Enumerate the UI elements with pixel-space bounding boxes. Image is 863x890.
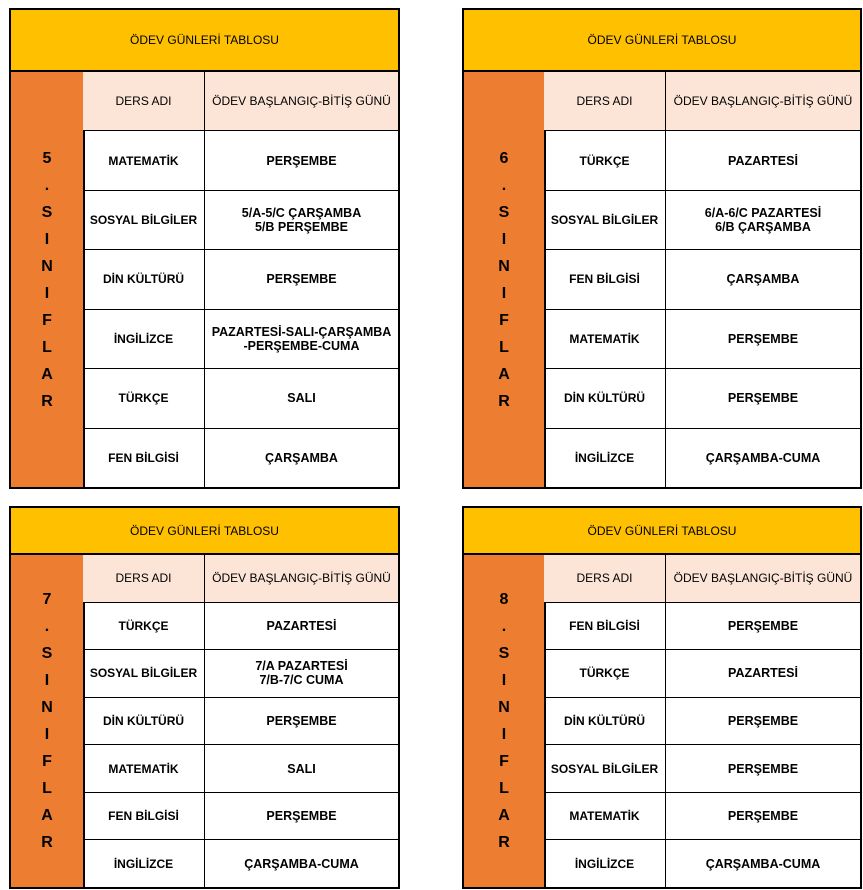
ders-cell: TÜRKÇE	[83, 603, 205, 650]
header-odev-gunu: ÖDEV BAŞLANGIÇ-BİTİŞ GÜNÜ	[673, 94, 853, 109]
table-row	[544, 649, 860, 697]
class-side-label	[11, 555, 85, 887]
table-row	[83, 190, 398, 249]
side-char: .	[501, 176, 507, 194]
ders-cell: MATEMATİK	[83, 131, 205, 189]
gun-cell: ÇARŞAMBA-CUMA	[705, 450, 821, 465]
table-row	[83, 309, 398, 368]
table-row	[544, 249, 860, 308]
gun-cell: PERŞEMBE	[727, 714, 799, 729]
side-char: N	[498, 257, 510, 275]
gun-cell: PERŞEMBE	[727, 618, 799, 633]
ders-cell: DİN KÜLTÜRÜ	[544, 369, 666, 427]
class-side-label	[464, 72, 546, 487]
header-odev-gunu: ÖDEV BAŞLANGIÇ-BİTİŞ GÜNÜ	[673, 571, 853, 586]
gun-cell: PERŞEMBE	[727, 331, 799, 346]
side-char: F	[42, 311, 52, 329]
table-title: ÖDEV GÜNLERİ TABLOSU	[464, 508, 860, 555]
header-odev-gunu: ÖDEV BAŞLANGIÇ-BİTİŞ GÜNÜ	[212, 571, 391, 586]
side-char: N	[498, 699, 510, 716]
side-char: I	[44, 230, 50, 248]
gun-cell: ÇARŞAMBA	[265, 450, 338, 465]
table-title: ÖDEV GÜNLERİ TABLOSU	[11, 10, 398, 72]
table-row	[544, 839, 860, 887]
side-char: 6	[499, 149, 509, 167]
table-grid	[83, 555, 398, 887]
side-char: F	[499, 311, 509, 329]
side-char: .	[501, 618, 507, 635]
header-ders-adi: DERS ADI	[83, 555, 205, 602]
side-char: A	[498, 365, 510, 383]
ders-cell: DİN KÜLTÜRÜ	[544, 698, 666, 745]
header-row	[83, 555, 398, 602]
table-6-sinif	[462, 8, 862, 489]
side-char: S	[498, 203, 510, 221]
gun-cell: ÇARŞAMBA	[726, 272, 800, 287]
table-row	[83, 839, 398, 887]
side-char: I	[44, 284, 50, 302]
side-char: A	[41, 365, 53, 383]
side-char: R	[498, 392, 510, 410]
side-char: I	[501, 726, 507, 743]
ders-cell: İNGİLİZCE	[83, 840, 205, 887]
ders-cell: MATEMATİK	[544, 793, 666, 840]
side-char: S	[498, 645, 510, 662]
side-char: L	[499, 780, 509, 797]
ders-cell: SOSYAL BİLGİLER	[544, 191, 666, 249]
ders-cell: FEN BİLGİSİ	[83, 429, 205, 487]
gun-cell: SALI	[287, 391, 316, 406]
header-ders-adi: DERS ADI	[544, 72, 666, 130]
header-ders-adi: DERS ADI	[544, 555, 666, 602]
side-char: S	[41, 203, 53, 221]
ders-cell: TÜRKÇE	[544, 131, 666, 189]
ders-cell: MATEMATİK	[83, 745, 205, 792]
gun-cell: PERŞEMBE	[727, 761, 799, 776]
table-title: ÖDEV GÜNLERİ TABLOSU	[464, 10, 860, 72]
gun-cell: PERŞEMBE	[727, 391, 799, 406]
table-row	[83, 249, 398, 308]
side-char: L	[499, 338, 509, 356]
table-row	[83, 368, 398, 427]
side-char: F	[42, 753, 52, 770]
gun-cell: PERŞEMBE	[266, 714, 337, 729]
class-side-label	[11, 72, 85, 487]
gun-cell: 7/A PAZARTESİ 7/B-7/C CUMA	[255, 659, 348, 688]
side-char: I	[44, 726, 50, 743]
class-side-label	[464, 555, 546, 887]
side-char: .	[44, 176, 50, 194]
table-grid	[544, 555, 860, 887]
gun-cell: PAZARTESİ	[728, 153, 798, 168]
table-row	[83, 649, 398, 697]
header-ders-adi: DERS ADI	[83, 72, 205, 130]
table-row	[544, 309, 860, 368]
gun-cell: SALI	[287, 761, 316, 776]
table-row	[544, 744, 860, 792]
gun-cell: ÇARŞAMBA-CUMA	[244, 856, 359, 871]
table-row	[544, 130, 860, 189]
side-char: L	[42, 780, 52, 797]
table-row	[83, 428, 398, 487]
side-char: N	[41, 257, 53, 275]
table-row	[544, 190, 860, 249]
header-row	[83, 72, 398, 130]
table-7-sinif	[9, 506, 400, 889]
table-row	[83, 130, 398, 189]
side-char: N	[41, 699, 53, 716]
table-row	[83, 697, 398, 745]
side-char: I	[501, 672, 507, 689]
side-char: F	[499, 753, 509, 770]
table-row	[544, 428, 860, 487]
ders-cell: SOSYAL BİLGİLER	[83, 191, 205, 249]
gun-cell: PERŞEMBE	[727, 809, 799, 824]
table-row	[544, 792, 860, 840]
header-row	[544, 72, 860, 130]
table-8-sinif	[462, 506, 862, 889]
ders-cell: FEN BİLGİSİ	[83, 793, 205, 840]
side-char: R	[41, 834, 53, 851]
gun-cell: PERŞEMBE	[266, 153, 337, 168]
table-grid	[544, 72, 860, 487]
ders-cell: SOSYAL BİLGİLER	[83, 650, 205, 697]
ders-cell: MATEMATİK	[544, 310, 666, 368]
table-5-sinif	[9, 8, 400, 489]
table-title: ÖDEV GÜNLERİ TABLOSU	[11, 508, 398, 555]
side-char: 7	[42, 591, 52, 608]
ders-cell: İNGİLİZCE	[83, 310, 205, 368]
side-char: .	[44, 618, 50, 635]
side-char: I	[501, 284, 507, 302]
side-char: 5	[42, 149, 52, 167]
header-odev-gunu: ÖDEV BAŞLANGIÇ-BİTİŞ GÜNÜ	[212, 94, 391, 109]
gun-cell: PERŞEMBE	[266, 809, 337, 824]
table-row	[544, 368, 860, 427]
gun-cell: PAZARTESİ-SALI-ÇARŞAMBA -PERŞEMBE-CUMA	[211, 324, 392, 353]
table-row	[83, 744, 398, 792]
side-char: A	[41, 807, 53, 824]
ders-cell: TÜRKÇE	[544, 650, 666, 697]
gun-cell: PAZARTESİ	[266, 618, 337, 633]
table-row	[544, 602, 860, 650]
side-char: R	[41, 392, 53, 410]
gun-cell: ÇARŞAMBA-CUMA	[705, 856, 821, 871]
header-row	[544, 555, 860, 602]
ders-cell: DİN KÜLTÜRÜ	[83, 698, 205, 745]
side-char: 8	[499, 591, 509, 608]
side-char: I	[501, 230, 507, 248]
ders-cell: DİN KÜLTÜRÜ	[83, 250, 205, 308]
side-char: S	[41, 645, 53, 662]
gun-cell: PAZARTESİ	[728, 666, 798, 681]
ders-cell: TÜRKÇE	[83, 369, 205, 427]
ders-cell: FEN BİLGİSİ	[544, 250, 666, 308]
side-char: A	[498, 807, 510, 824]
table-row	[83, 602, 398, 650]
table-grid	[83, 72, 398, 487]
gun-cell: 6/A-6/C PAZARTESİ 6/B ÇARŞAMBA	[704, 206, 822, 235]
table-row	[83, 792, 398, 840]
table-row	[544, 697, 860, 745]
ders-cell: İNGİLİZCE	[544, 429, 666, 487]
side-char: R	[498, 834, 510, 851]
ders-cell: SOSYAL BİLGİLER	[544, 745, 666, 792]
ders-cell: İNGİLİZCE	[544, 840, 666, 887]
gun-cell: PERŞEMBE	[266, 272, 337, 287]
side-char: I	[44, 672, 50, 689]
gun-cell: 5/A-5/C ÇARŞAMBA 5/B PERŞEMBE	[241, 206, 362, 235]
side-char: L	[42, 338, 52, 356]
ders-cell: FEN BİLGİSİ	[544, 603, 666, 650]
